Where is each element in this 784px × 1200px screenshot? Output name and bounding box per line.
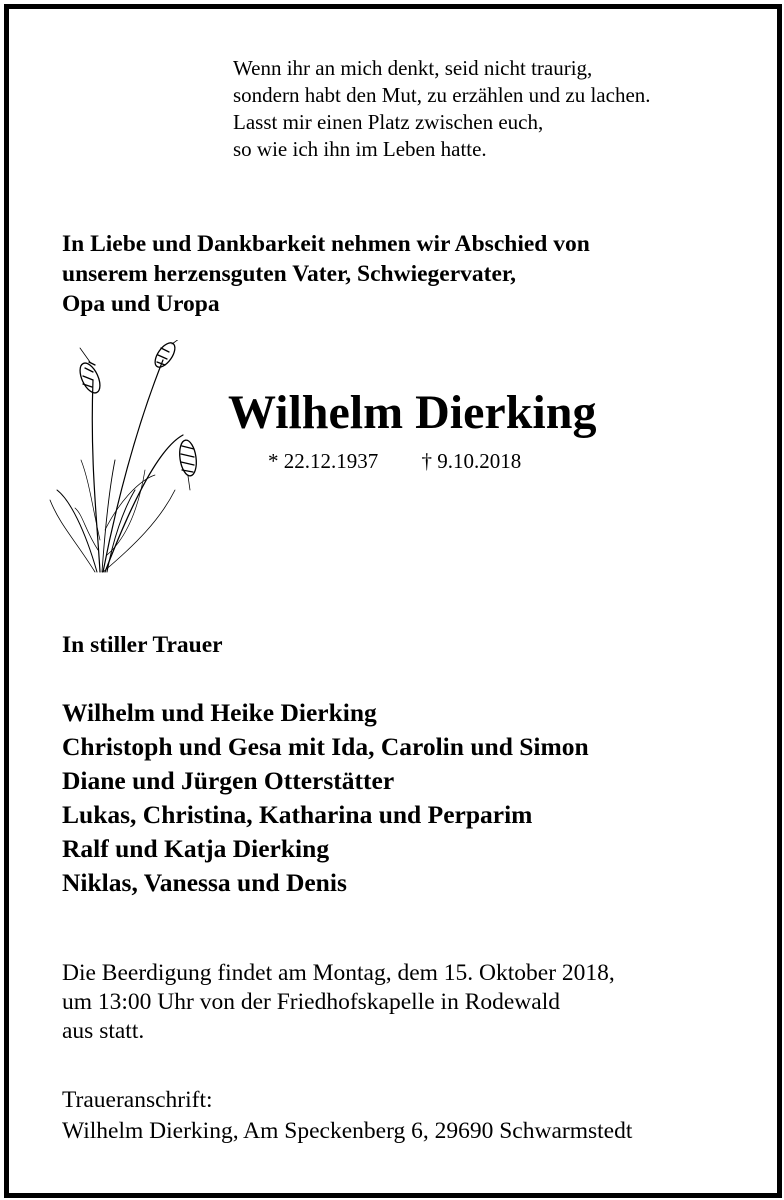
mourner-line: Niklas, Vanessa und Denis (62, 868, 347, 897)
deceased-name: Wilhelm Dierking (228, 386, 597, 439)
poem-line: Wenn ihr an mich denkt, seid nicht traurig, (233, 56, 593, 80)
mourner-line: Christoph und Gesa mit Ida, Carolin und Simon (62, 732, 589, 761)
mourners-list (62, 696, 589, 900)
poem-line: so wie ich ihn im Leben hatte. (233, 137, 487, 161)
mourner-line: Lukas, Christina, Katharina und Perparim (62, 800, 533, 829)
mourner-line: Ralf und Katja Dierking (62, 834, 330, 863)
death-date: † 9.10.2018 (421, 449, 522, 473)
address-label: Traueranschrift: (62, 1087, 213, 1113)
wheat-icon (45, 340, 205, 580)
intro-line: unserem herzensguten Vater, Schwiegervater, (62, 261, 517, 287)
funeral-line: aus statt. (62, 1018, 145, 1044)
address-value: Wilhelm Dierking, Am Speckenberg 6, 29690 Schwarmstedt (62, 1118, 633, 1144)
birth-date: * 22.12.1937 (268, 449, 379, 473)
poem-line: Lasst mir einen Platz zwischen euch, (233, 110, 544, 134)
intro-line: In Liebe und Dankbarkeit nehmen wir Abschied von (62, 231, 590, 257)
mourning-address (62, 1085, 632, 1147)
funeral-info (62, 959, 615, 1046)
poem (233, 55, 651, 163)
funeral-line: Die Beerdigung findet am Montag, dem 15. Oktober 2018, (62, 960, 615, 986)
mourner-line: Diane und Jürgen Otterstätter (62, 766, 395, 795)
farewell-intro (62, 229, 590, 319)
funeral-line: um 13:00 Uhr von der Friedhofskapelle in Rodewald (62, 989, 560, 1015)
life-dates (268, 449, 521, 474)
mourner-line: Wilhelm und Heike Dierking (62, 698, 377, 727)
poem-line: sondern habt den Mut, zu erzählen und zu lachen. (233, 83, 651, 107)
mourning-heading: In stiller Trauer (62, 632, 223, 658)
intro-line: Opa und Uropa (62, 291, 220, 317)
